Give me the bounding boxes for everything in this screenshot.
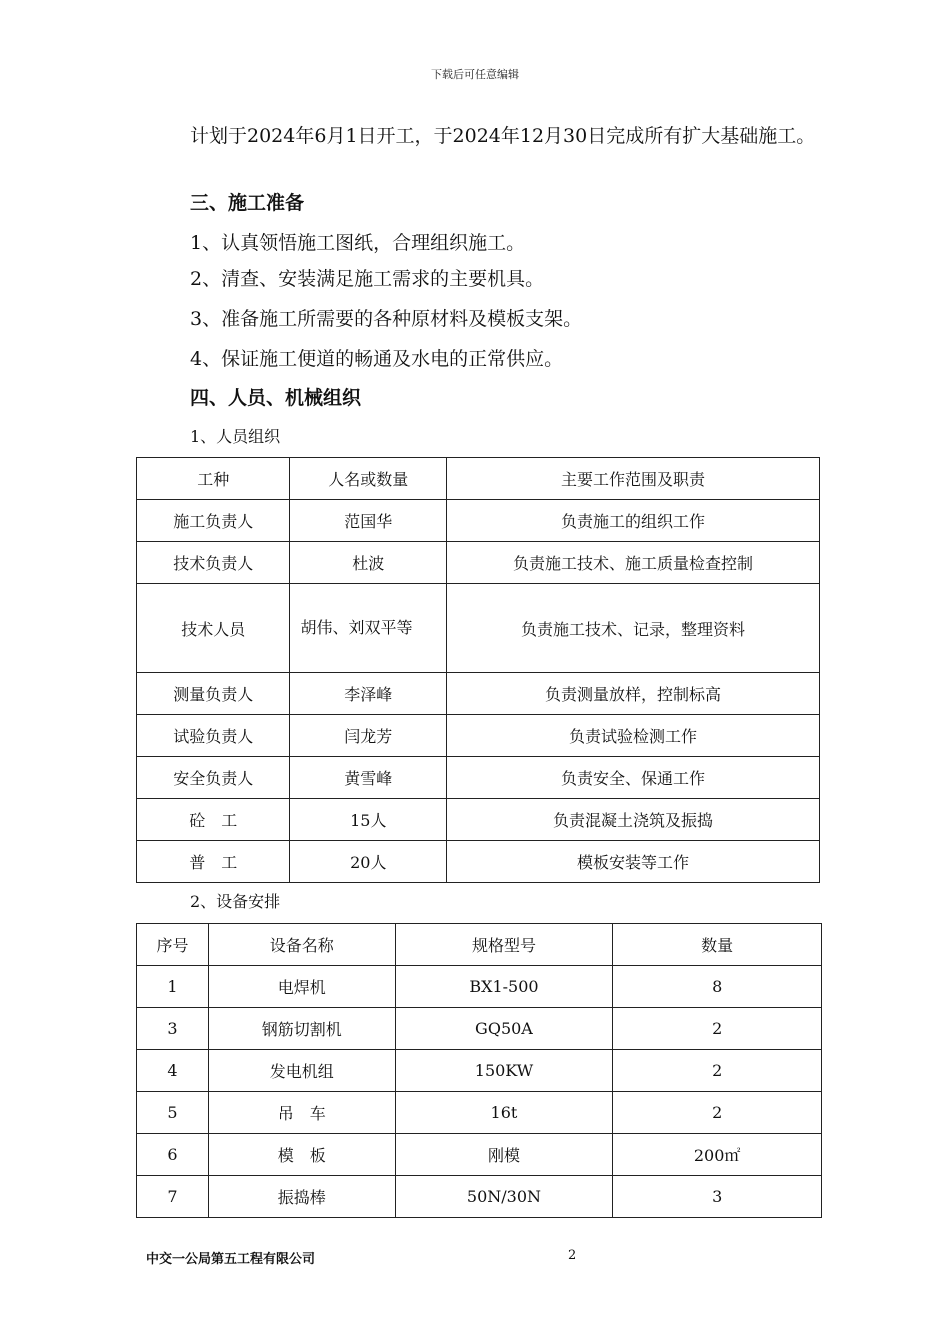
table-cell: 测量负责人 [137,673,290,715]
table-cell: 胡伟、刘双平等 [290,584,447,673]
table-cell: 振捣棒 [208,1176,395,1218]
prep-item-4: 4、保证施工便道的畅通及水电的正常供应。 [190,348,564,370]
table-row [137,1050,822,1092]
table-cell: 3 [613,1176,822,1218]
table-row [137,757,820,799]
table-cell: 黄雪峰 [290,757,447,799]
table-cell: 4 [137,1050,209,1092]
table-cell: 200㎡ [613,1134,822,1176]
table-cell: 5 [137,1092,209,1134]
table-row [137,1176,822,1218]
table-cell: 3 [137,1008,209,1050]
personnel-subtitle: 1、人员组织 [190,427,281,446]
table-cell: GQ50A [395,1008,613,1050]
table-cell: 负责施工技术、记录，整理资料 [447,584,820,673]
table-row [137,966,822,1008]
table-cell: 负责安全、保通工作 [447,757,820,799]
table-cell: 范国华 [290,500,447,542]
table-cell: 150KW [395,1050,613,1092]
table-cell: BX1-500 [395,966,613,1008]
table-cell: 钢筋切割机 [208,1008,395,1050]
table-cell: 负责施工技术、施工质量检查控制 [447,542,820,584]
section-3-title: 三、施工准备 [190,192,305,214]
table-cell: 电焊机 [208,966,395,1008]
table-cell: 模板安装等工作 [447,841,820,883]
header-cell: 序号 [137,924,209,966]
header-cell: 工种 [137,458,290,500]
table-cell: 负责施工的组织工作 [447,500,820,542]
table-row [137,715,820,757]
table-cell: 8 [613,966,822,1008]
header-cell: 人名或数量 [290,458,447,500]
prep-item-2: 2、清查、安装满足施工需求的主要机具。 [190,268,545,290]
table-cell: 杜波 [290,542,447,584]
table-cell: 试验负责人 [137,715,290,757]
table-cell: 1 [137,966,209,1008]
table-cell: 技术负责人 [137,542,290,584]
table-row [137,1008,822,1050]
table-header-row [137,458,820,500]
table-cell: 普 工 [137,841,290,883]
table-cell: 施工负责人 [137,500,290,542]
page-number: 2 [568,1248,577,1263]
table-row [137,542,820,584]
table-cell: 16t [395,1092,613,1134]
table-row [137,1134,822,1176]
prep-item-3: 3、准备施工所需要的各种原材料及模板支架。 [190,308,583,330]
table-cell: 20人 [290,841,447,883]
table-cell: 负责测量放样，控制标高 [447,673,820,715]
table-cell: 安全负责人 [137,757,290,799]
table-cell: 负责试验检测工作 [447,715,820,757]
equipment-table [136,923,822,1218]
table-cell: 负责混凝土浇筑及振捣 [447,799,820,841]
table-header-row [137,924,822,966]
table-cell: 技术人员 [137,584,290,673]
table-row [137,584,820,673]
header-cell: 设备名称 [208,924,395,966]
intro-paragraph: 计划于2024年6月1日开工，于2024年12月30日完成所有扩大基础施工。 [190,125,816,147]
footer-company: 中交一公局第五工程有限公司 [146,1252,316,1267]
table-cell: 吊 车 [208,1092,395,1134]
table-cell: 7 [137,1176,209,1218]
page-header: 下载后可任意编辑 [431,68,519,81]
table-cell: 2 [613,1008,822,1050]
table-cell: 2 [613,1050,822,1092]
table-cell: 刚模 [395,1134,613,1176]
table-cell: 15人 [290,799,447,841]
personnel-table [136,457,820,883]
table-row [137,1092,822,1134]
header-cell: 数量 [613,924,822,966]
table-cell: 6 [137,1134,209,1176]
table-cell: 50N/30N [395,1176,613,1218]
table-cell: 砼 工 [137,799,290,841]
header-cell: 主要工作范围及职责 [447,458,820,500]
section-4-title: 四、人员、机械组织 [190,387,362,409]
table-cell: 2 [613,1092,822,1134]
equipment-subtitle: 2、设备安排 [190,892,281,911]
table-cell: 闫龙芳 [290,715,447,757]
table-cell: 模 板 [208,1134,395,1176]
prep-item-1: 1、认真领悟施工图纸，合理组织施工。 [190,232,526,254]
table-row [137,673,820,715]
table-row [137,841,820,883]
header-cell: 规格型号 [395,924,613,966]
table-row [137,799,820,841]
table-row [137,500,820,542]
table-cell: 李泽峰 [290,673,447,715]
table-cell: 发电机组 [208,1050,395,1092]
